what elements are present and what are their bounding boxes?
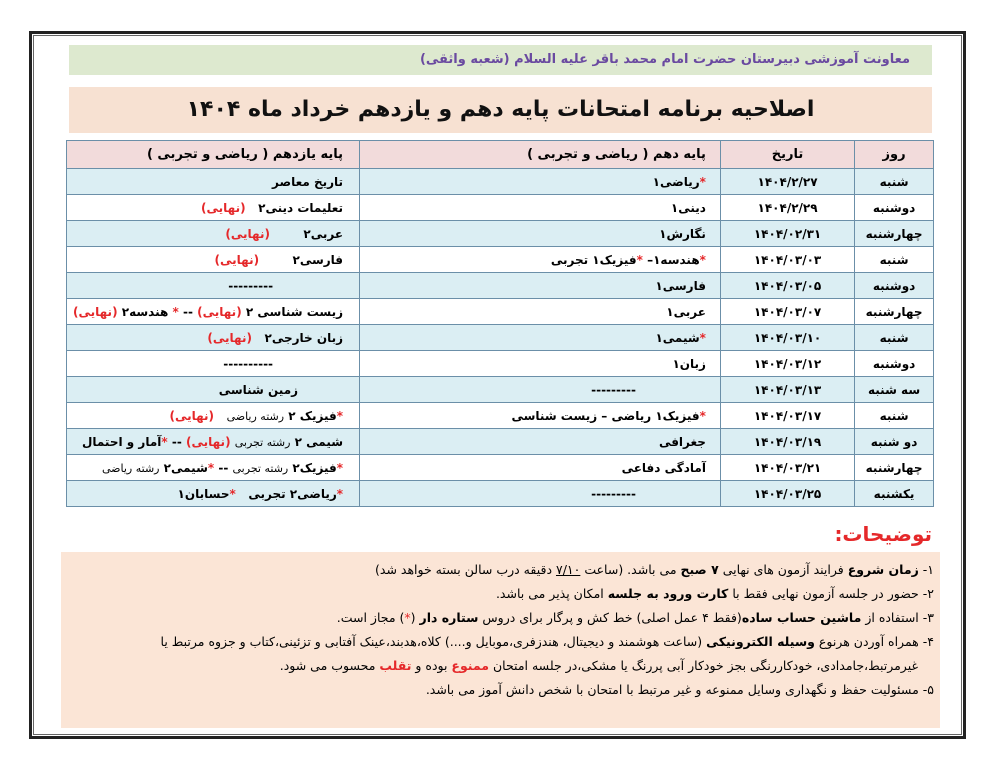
note-item (69, 582, 934, 606)
table-row (67, 273, 934, 299)
exam-schedule-table (66, 140, 934, 507)
row-day: شنبه (855, 403, 934, 429)
row-grade11 (67, 325, 360, 351)
final-badge: (نهایی) (207, 330, 252, 345)
note-text: تقلب (379, 658, 412, 673)
course: تاریخ معاصر (272, 174, 344, 189)
row-grade11 (67, 195, 360, 221)
table-row (67, 169, 934, 195)
row-date: ۱۴۰۴/۰۳/۲۱ (720, 455, 854, 481)
note-text: (ساعت هوشمند و دیجیتال، هندزفری،موبایل و....) کلاه،هدبند،عینک آفتابی و تزئینی،کتاب و جزوه مرتبط یا (160, 634, 707, 649)
note-number: ۵- (922, 682, 934, 697)
school-subtitle: معاونت آموزشی دبیرستان حضرت امام محمد باقر علیه السلام (شعبه واثقی) (69, 45, 932, 75)
table-row (67, 221, 934, 247)
course: ریاضی۱ (652, 174, 700, 189)
table-row (67, 481, 934, 507)
track-label: رشته تجربی (234, 435, 291, 449)
row-date: ۱۴۰۴/۲/۲۷ (720, 169, 854, 195)
star-mark: * (699, 174, 706, 189)
note-item (69, 678, 934, 702)
final-badge: (نهایی) (201, 200, 246, 215)
note-text: وسیله الکترونیکی (706, 634, 815, 649)
row-grade11 (67, 403, 360, 429)
row-grade10 (360, 351, 721, 377)
table-row (67, 325, 934, 351)
course: فیزیک ۲ (288, 408, 337, 423)
row-date: ۱۴۰۴/۰۳/۰۷ (720, 299, 854, 325)
note-text: ۷ صبح (680, 562, 719, 577)
row-grade11 (67, 247, 360, 273)
row-grade11 (67, 377, 360, 403)
row-grade11 (67, 455, 360, 481)
course: فیزیک۲ (292, 460, 337, 475)
notes-box (61, 552, 940, 728)
row-grade11 (67, 351, 360, 377)
star-mark: * (172, 304, 179, 319)
course: ریاضی۲ تجربی (248, 486, 337, 501)
separator: -- (218, 460, 229, 475)
star-mark: * (229, 486, 236, 501)
table-row (67, 195, 934, 221)
note-item-continued (69, 654, 934, 678)
col-date: تاریخ (720, 141, 854, 169)
separator: -- (182, 304, 193, 319)
note-item (69, 630, 934, 654)
course: زیست شناسی ۲ (245, 304, 344, 319)
note-text: ۷/۱۰ (555, 562, 581, 577)
row-date: ۱۴۰۴/۰۳/۱۹ (720, 429, 854, 455)
course: تعلیمات دینی۲ (258, 200, 344, 215)
row-date: ۱۴۰۴/۰۲/۳۱ (720, 221, 854, 247)
track-label: رشته تجربی (232, 461, 289, 475)
course: عربی۱ (666, 304, 706, 319)
final-badge: (نهایی) (186, 434, 231, 449)
row-grade10 (360, 325, 721, 351)
note-text: بوده و (411, 658, 452, 673)
course: زمین شناسی (218, 382, 299, 397)
table-row (67, 377, 934, 403)
row-grade10 (360, 429, 721, 455)
star-mark: * (404, 610, 411, 625)
notes-title: توضیحات: (834, 522, 932, 546)
course: فیزیک۱ ریاضی – زیست شناسی (511, 408, 700, 423)
course: هندسه۱– (647, 252, 700, 267)
empty-slot: ---------- (223, 356, 274, 371)
note-text: می باشد. (ساعت (580, 562, 681, 577)
course: فارسی۱ (655, 278, 706, 293)
col-grade11: پایه یازدهم ( ریاضی و تجربی ) (67, 141, 360, 169)
table-row (67, 403, 934, 429)
row-grade11 (67, 221, 360, 247)
track-label: رشته ریاضی (102, 461, 160, 475)
row-grade10 (360, 403, 721, 429)
note-text: زمان (884, 562, 919, 577)
note-text: کارت ورود به جلسه (607, 586, 729, 601)
note-text: ) مجاز است. (336, 610, 405, 625)
course: هندسه۲ (121, 304, 169, 319)
note-text: فرایند آزمون های نهایی (718, 562, 848, 577)
row-grade11 (67, 429, 360, 455)
note-item (69, 558, 934, 582)
note-text: (فقط ۴ عمل اصلی) خط کش و پرگار برای دروس (478, 610, 742, 625)
final-badge: (نهایی) (225, 226, 270, 241)
note-text: ماشین حساب ساده (741, 610, 862, 625)
star-mark: * (207, 460, 215, 475)
final-badge: (نهایی) (214, 252, 260, 267)
star-mark: * (336, 486, 344, 501)
note-text: ممنوع (451, 658, 490, 673)
star-mark: * (699, 408, 706, 423)
course: حسابان۱ (177, 486, 230, 501)
course: جغرافی (658, 434, 706, 449)
star-mark: * (161, 434, 168, 449)
star-mark: * (636, 252, 643, 267)
empty-slot: --------- (591, 382, 636, 397)
course: آمار و احتمال (81, 434, 162, 449)
note-text: ( (410, 610, 420, 625)
course: شیمی۱ (655, 330, 700, 345)
row-grade11 (67, 299, 360, 325)
row-date: ۱۴۰۴/۰۳/۱۰ (720, 325, 854, 351)
course: آمادگی دفاعی (621, 460, 706, 475)
row-grade10 (360, 273, 721, 299)
row-day: دوشنبه (855, 273, 934, 299)
course: زبان۱ (672, 356, 706, 371)
course: نگارش۱ (659, 226, 706, 241)
row-date: ۱۴۰۴/۰۳/۰۵ (720, 273, 854, 299)
note-text: مسئولیت حفظ و نگهداری وسایل ممنوعه و غیر مرتبط با امتحان با شخص دانش آموز می باشد. (425, 682, 919, 697)
row-day: شنبه (855, 325, 934, 351)
note-text: ستاره دار (419, 610, 479, 625)
star-mark: * (336, 460, 344, 475)
note-number: ۳- (922, 610, 934, 625)
track-label: رشته ریاضی (226, 409, 285, 423)
row-date: ۱۴۰۴/۰۳/۱۳ (720, 377, 854, 403)
row-grade11 (67, 481, 360, 507)
row-date: ۱۴۰۴/۰۳/۱۷ (720, 403, 854, 429)
row-grade10 (360, 299, 721, 325)
row-grade11 (67, 273, 360, 299)
table-row (67, 455, 934, 481)
course: فیزیک۱ تجربی (550, 252, 637, 267)
row-day: چهارشنبه (855, 221, 934, 247)
table-row (67, 429, 934, 455)
row-grade10 (360, 195, 721, 221)
row-grade10 (360, 221, 721, 247)
table-row (67, 299, 934, 325)
course: زبان خارجی۲ (264, 330, 344, 345)
row-day: سه شنبه (855, 377, 934, 403)
separator: -- (171, 434, 182, 449)
course: شیمی ۲ (294, 434, 344, 449)
row-day: یکشنبه (855, 481, 934, 507)
note-text: غیرمرتبط،جامدادی، خودکاررنگی بجز خودکار آبی پررنگ یا مشکی،در جلسه امتحان (489, 658, 918, 673)
final-badge: (نهایی) (169, 408, 215, 423)
note-text: محسوب می شود. (279, 658, 380, 673)
note-text: استفاده از (861, 610, 919, 625)
row-day: دوشنبه (855, 351, 934, 377)
empty-slot: --------- (228, 278, 274, 293)
row-day: شنبه (855, 247, 934, 273)
row-grade10 (360, 455, 721, 481)
row-grade10 (360, 169, 721, 195)
star-mark: * (336, 408, 344, 423)
note-item (69, 606, 934, 630)
empty-slot: --------- (591, 486, 636, 501)
table-row (67, 351, 934, 377)
row-grade10 (360, 481, 721, 507)
note-number: ۴- (922, 634, 934, 649)
page-title: اصلاحیه برنامه امتحانات پایه دهم و یازدهم خرداد ماه ۱۴۰۴ (69, 87, 932, 133)
col-day: روز (855, 141, 934, 169)
note-text: حضور در جلسه آزمون نهایی فقط با (728, 586, 919, 601)
star-mark: * (699, 252, 706, 267)
table-row (67, 247, 934, 273)
row-date: ۱۴۰۴/۰۳/۲۵ (720, 481, 854, 507)
row-grade11 (67, 169, 360, 195)
course: دینی۱ (670, 200, 706, 215)
note-number: ۲- (922, 586, 934, 601)
row-day: شنبه (855, 169, 934, 195)
final-badge: (نهایی) (197, 304, 242, 319)
table-header-row (67, 141, 934, 169)
star-mark: * (699, 330, 706, 345)
note-text: شروع (847, 562, 885, 577)
course: فارسی۲ (292, 252, 344, 267)
final-badge: (نهایی) (73, 304, 118, 319)
col-grade10: پایه دهم ( ریاضی و تجربی ) (360, 141, 721, 169)
course: شیمی۲ (163, 460, 208, 475)
row-day: دوشنبه (855, 195, 934, 221)
course: عربی۲ (303, 226, 344, 241)
row-date: ۱۴۰۴/۰۳/۱۲ (720, 351, 854, 377)
row-date: ۱۴۰۴/۰۳/۰۳ (720, 247, 854, 273)
row-grade10 (360, 247, 721, 273)
row-day: دو شنبه (855, 429, 934, 455)
row-day: چهارشنبه (855, 455, 934, 481)
row-date: ۱۴۰۴/۲/۲۹ (720, 195, 854, 221)
note-text: امکان پذیر می باشد. (495, 586, 608, 601)
note-number: ۱- (922, 562, 934, 577)
row-day: چهارشنبه (855, 299, 934, 325)
row-grade10 (360, 377, 721, 403)
note-text: دقیقه درب سالن بسته خواهد شد) (375, 562, 556, 577)
note-text: همراه آوردن هرنوع (814, 634, 919, 649)
